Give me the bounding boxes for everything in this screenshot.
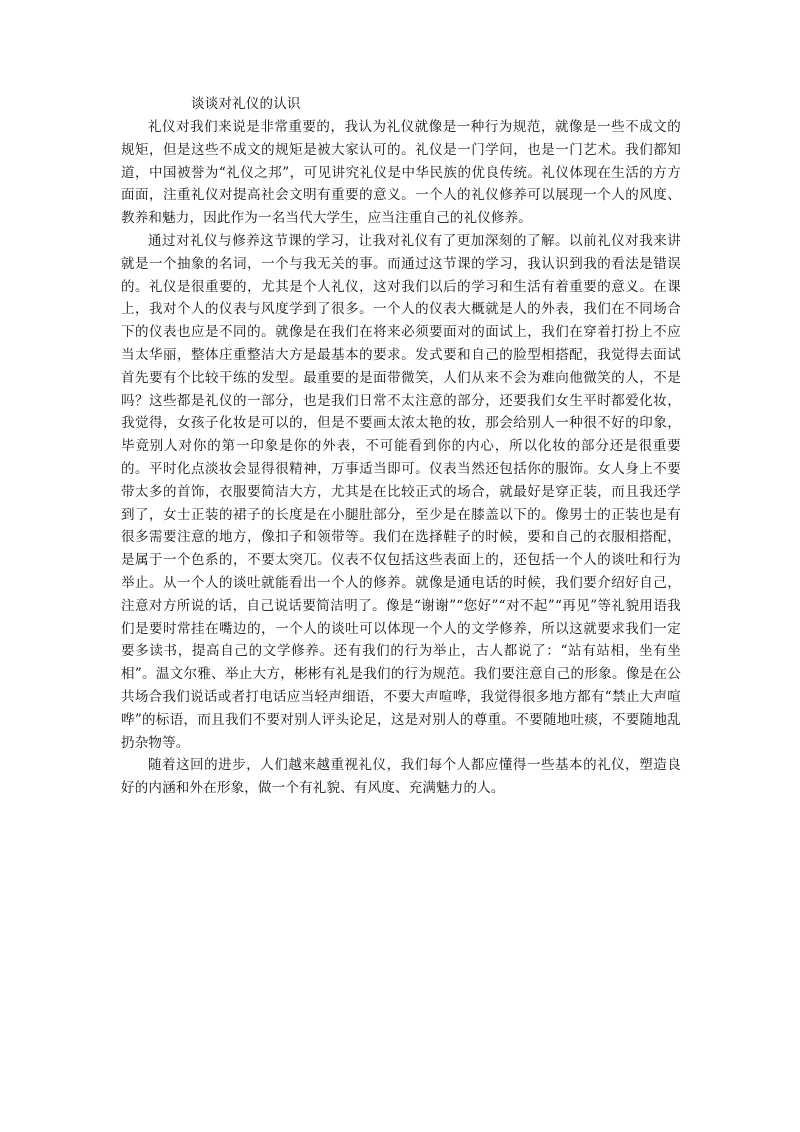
paragraph-2: 通过对礼仪与修养这节课的学习，让我对礼仪有了更加深刻的了解。以前礼仪对我来讲就是一个抽象的名词，一个与我无关的事。而通过这节课的学习，我认识到我的看法是错误的。礼仪是很重要的，尤其是个人礼仪，这对我们以后的学习和生活有着重要的意义。在课上，我对个人的仪表与风度学到了很多。一个人的仪表大概就是人的外表，我们在不同场合下的仪表也应是不同的。就像是在我们在将来必须要面对的面试上，我们在穿着打扮上不应当太华丽，整体庄重整洁大方是最基本的要求。发式要和自己的脸型相搭配，我觉得去面试首先要有个比较干练的发型。最重要的是面带微笑，人们从来不会为难向他微笑的人，不是吗？这些都是礼仪的一部分，也是我们日常不太注意的部分，还要我们女生平时都爱化妆，我觉得，女孩子化妆是可以的，但是不要画太浓太艳的妆，那会给别人一种很不好的印象，毕竟别人对你的第一印象是你的外表，不可能看到你的内心，所以化妆的部分还是很重要的。平时化点淡妆会显得很精神，万事适当即可。仪表当然还包括你的服饰。女人身上不要带太多的首饰，衣服要简洁大方，尤其是在比较正式的场合，就最好是穿正装，而且我还学到了，女士正装的裙子的长度是在小腿肚部分，至少是在膝盖以下的。像男士的正装也是有很多需要注意的地方，像扣子和领带等。我们在选择鞋子的时候，要和自己的衣服相搭配，是属于一个色系的，不要太突兀。仪表不仅包括这些表面上的，还包括一个人的谈吐和行为举止。从一个人的谈吐就能看出一个人的修养。就像是通电话的时候，我们要介绍好自己，注意对方所说的话，自己说话要简洁明了。像是“谢谢”“您好”“对不起”“再见”等礼貌用语我们是要时常挂在嘴边的，一个人的谈吐可以体现一个人的文学修养，所以这就要求我们一定要多读书，提高自己的文学修养。还有我们的行为举止，古人都说了：“站有站相，坐有坐相”。温文尔雅、举止大方，彬彬有礼是我们的行为规范。我们要注意自己的形象。像是在公共场合我们说话或者打电话应当轻声细语，不要大声喧哗，我觉得很多地方都有“禁止大声喧哗”的标语，而且我们不要对别人评头论足，这是对别人的尊重。不要随地吐痰，不要随地乱扔杂物等。	[121, 232, 681, 751]
paragraph-3: 随着这回的进步，人们越来越重视礼仪，我们每个人都应懂得一些基本的礼仪，塑造良好的内涵和外在形象，做一个有礼貌、有风度、充满魅力的人。	[121, 757, 681, 797]
document-title: 谈谈对礼仪的认识	[191, 96, 301, 112]
document-page	[121, 92, 681, 800]
paragraph-1: 礼仪对我们来说是非常重要的，我认为礼仪就像是一种行为规范，就像是一些不成文的规矩，但是这些不成文的规矩是被大家认可的。礼仪是一门学问，也是一门艺术。我们都知道，中国被誉为“礼仪之邦”，可见讲究礼仪是中华民族的优良传统。礼仪体现在生活的方方面面，注重礼仪对提高社会文明有重要的意义。一个人的礼仪修养可以展现一个人的风度、教养和魅力，因此作为一名当代大学生，应当注重自己的礼仪修养。	[121, 119, 681, 227]
